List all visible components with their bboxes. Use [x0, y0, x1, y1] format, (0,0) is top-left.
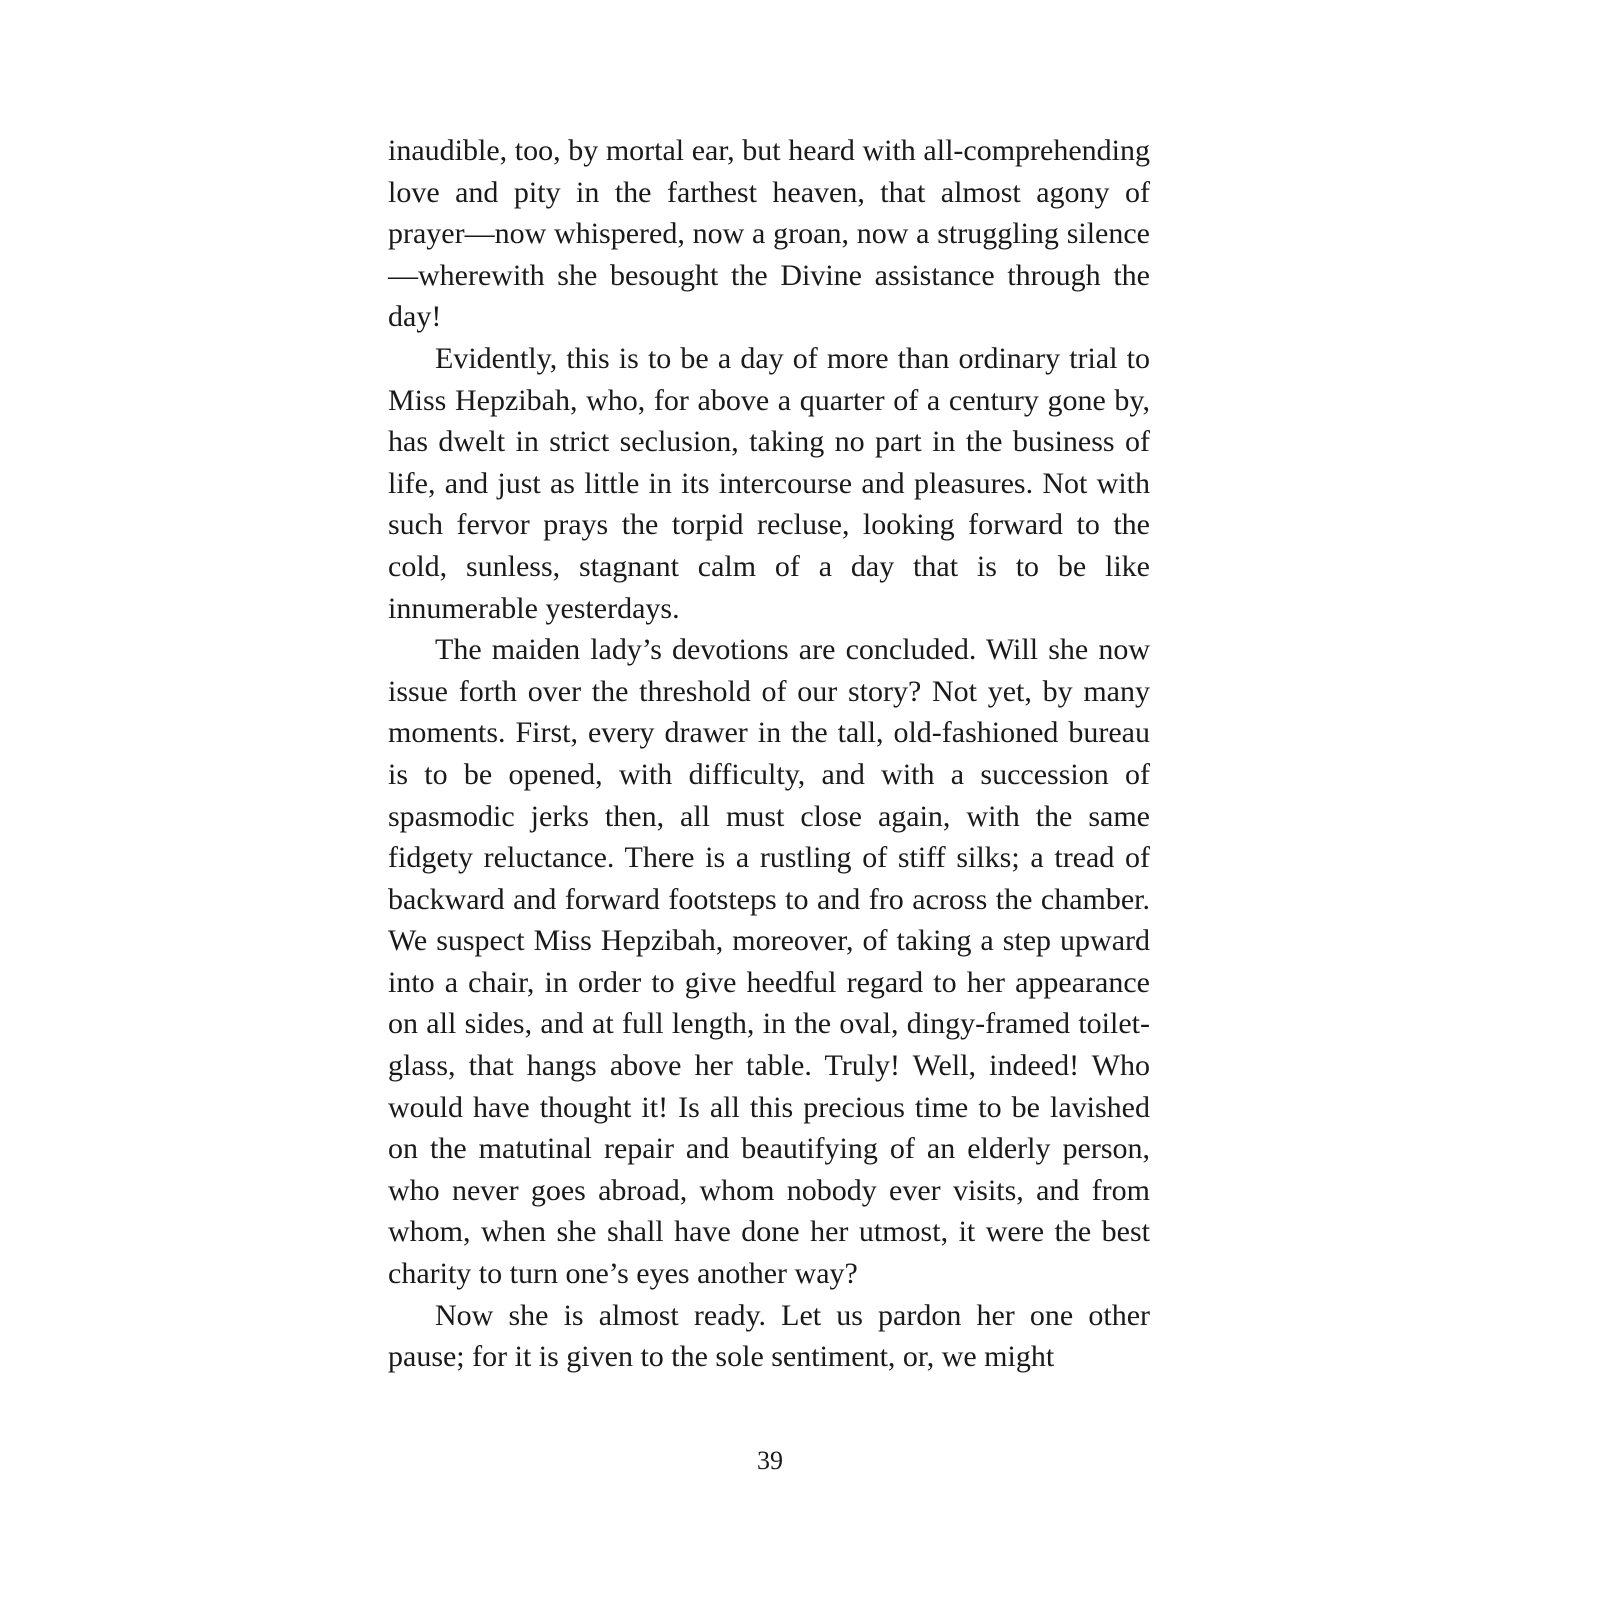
paragraph-4: Now she is almost ready. Let us pardon her one other pause; for it is given to the sole sentiment, or, we might	[388, 1298, 1150, 1374]
paragraph-2: Evidently, this is to be a day of more than ordinary trial to Miss Hepzibah, who, for above a quarter of a century gone by, has dwelt in strict seclusion, taking no part in the business of life, and just as little in its intercourse and pleasures. Not with such fervor prays the torpid recluse, looking forward to the cold, sunless, stagnant calm of a day that is to be like innumerable yesterdays.	[388, 341, 1150, 625]
page-number: 39	[757, 1446, 783, 1475]
paragraph-1: inaudible, too, by mortal ear, but heard with all-comprehending love and pity in the farthest heaven, that almost agony of prayer—now whispered, now a groan, now a struggling silence—wherewith she besought the Divine assistance through the day!	[388, 134, 1150, 334]
body-text	[388, 130, 1150, 1378]
paragraph-3: The maiden lady’s devotions are concluded. Will she now issue forth over the threshold of our story? Not yet, by many moments. First, every drawer in the tall, old-fashioned bureau is to be opened, with difficulty, and with a succession of spasmodic jerks then, all must close again, with the same fidgety reluctance. There is a rustling of stiff silks; a tread of backward and forward footsteps to and fro across the chamber. We suspect Miss Hepzibah, moreover, of taking a step upward into a chair, in order to give heedful regard to her appearance on all sides, and at full length, in the oval, dingy-framed toilet-glass, that hangs above her table. Truly! Well, indeed! Who would have thought it! Is all this precious time to be lavished on the matutinal repair and beautifying of an elderly person, who never goes abroad, whom nobody ever visits, and from whom, when she shall have done her utmost, it were the best charity to turn one’s eyes another way?	[388, 633, 1150, 1291]
